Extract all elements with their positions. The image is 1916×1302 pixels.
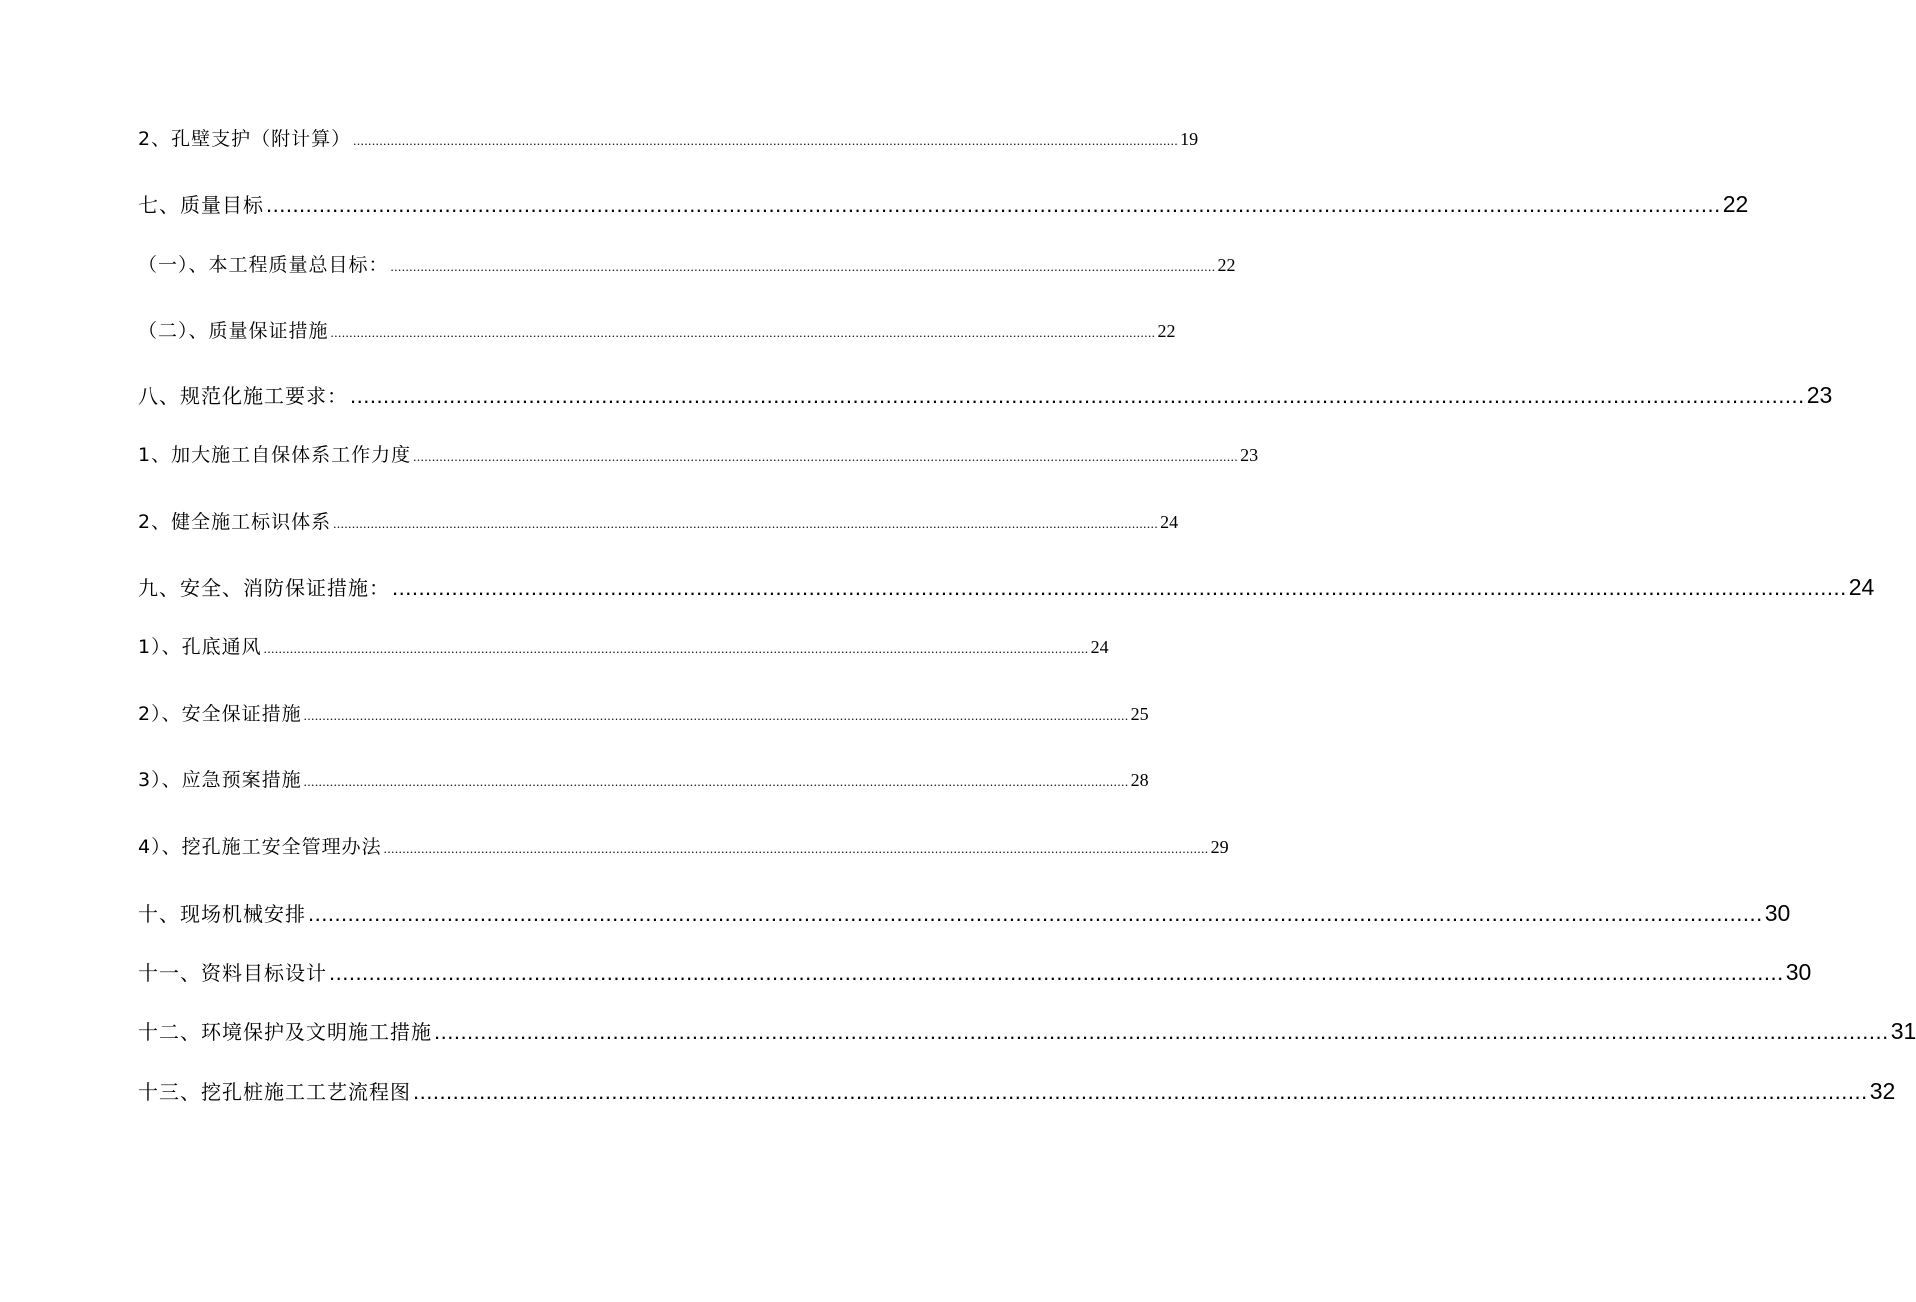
toc-entry-title: 1）、孔底通风 (138, 636, 262, 658)
dot-leader: ............................................................................................................................................................................................................................ (330, 325, 1156, 340)
toc-entry-page: 22 (1722, 191, 1749, 217)
toc-entry[interactable] (138, 765, 1149, 792)
toc-entry-title: 十三、挖孔桩施工工艺流程图 (138, 1080, 411, 1104)
toc-entry[interactable] (138, 507, 1179, 534)
dot-leader: ............................................................................................................................................................................................................................ (308, 901, 1763, 926)
toc-entry[interactable] (138, 572, 1875, 601)
toc-entry-page: 30 (1785, 959, 1812, 985)
toc-entry-page: 29 (1210, 837, 1229, 857)
toc-entry-title: 十二、环境保护及文明施工措施 (138, 1020, 432, 1044)
toc-entry[interactable] (138, 1016, 1916, 1045)
toc-entry[interactable] (138, 124, 1199, 151)
dot-leader: ............................................................................................................................................................................................................................ (266, 192, 1721, 217)
toc-entry[interactable] (138, 189, 1749, 218)
dot-leader: ............................................................................................................................................................................................................................ (383, 841, 1209, 856)
dot-leader: ............................................................................................................................................................................................................................ (263, 641, 1089, 656)
toc-entry-title: 3）、应急预案措施 (138, 769, 302, 791)
dot-leader: ............................................................................................................................................................................................................................ (413, 1079, 1868, 1104)
toc-entry-page: 32 (1869, 1078, 1896, 1104)
toc-entry-title: 十、现场机械安排 (138, 902, 306, 926)
toc-entry-title: 2、孔壁支护（附计算） (138, 128, 352, 150)
toc-entry-title: 七、质量目标 (138, 193, 264, 217)
toc-entry-page: 23 (1806, 382, 1833, 408)
toc-entry-title: 2）、安全保证措施 (138, 703, 302, 725)
toc-entry-page: 22 (1217, 255, 1236, 275)
toc-entry-page: 22 (1157, 321, 1176, 341)
toc-entry[interactable] (138, 380, 1833, 409)
dot-leader: ............................................................................................................................................................................................................................ (413, 449, 1239, 464)
dot-leader: ............................................................................................................................................................................................................................ (434, 1019, 1889, 1044)
toc-entry-title: 4）、挖孔施工安全管理办法 (138, 836, 382, 858)
toc-entry-page: 24 (1160, 512, 1179, 532)
toc-entry[interactable] (138, 440, 1259, 467)
toc-entry-page: 24 (1090, 637, 1109, 657)
dot-leader: ............................................................................................................................................................................................................................ (390, 259, 1216, 274)
toc-entry-title: 2、健全施工标识体系 (138, 511, 332, 533)
toc-entry-page: 28 (1130, 770, 1149, 790)
toc-entry-page: 31 (1890, 1018, 1916, 1044)
toc-entry[interactable] (138, 898, 1791, 927)
toc-entry[interactable] (138, 250, 1236, 277)
toc-entry[interactable] (138, 632, 1109, 659)
toc-entry[interactable] (138, 957, 1812, 986)
toc-entry[interactable] (138, 1076, 1896, 1105)
dot-leader: ............................................................................................................................................................................................................................ (392, 575, 1847, 600)
dot-leader: ............................................................................................................................................................................................................................ (329, 960, 1784, 985)
toc-entry-page: 30 (1764, 900, 1791, 926)
dot-leader: ............................................................................................................................................................................................................................ (350, 383, 1805, 408)
dot-leader: ............................................................................................................................................................................................................................ (303, 708, 1129, 723)
toc-entry-page: 19 (1180, 129, 1199, 149)
toc-entry[interactable] (138, 316, 1176, 343)
toc-entry-page: 24 (1848, 574, 1875, 600)
toc-entry[interactable] (138, 832, 1229, 859)
toc-entry-title: 八、规范化施工要求： (138, 384, 348, 408)
toc-entry-title: 九、安全、消防保证措施： (138, 576, 390, 600)
toc-entry-title: 十一、资料目标设计 (138, 961, 327, 985)
toc-entry-title: 1、加大施工自保体系工作力度 (138, 444, 412, 466)
dot-leader: ............................................................................................................................................................................................................................ (303, 774, 1129, 789)
toc-entry-title: （二）、质量保证措施 (138, 320, 329, 342)
toc-entry[interactable] (138, 699, 1149, 726)
dot-leader: ............................................................................................................................................................................................................................ (353, 133, 1179, 148)
dot-leader: ............................................................................................................................................................................................................................ (333, 516, 1159, 531)
toc-entry-page: 25 (1130, 704, 1149, 724)
toc-entry-title: （一）、本工程质量总目标： (138, 254, 389, 276)
toc-entry-page: 23 (1240, 445, 1259, 465)
